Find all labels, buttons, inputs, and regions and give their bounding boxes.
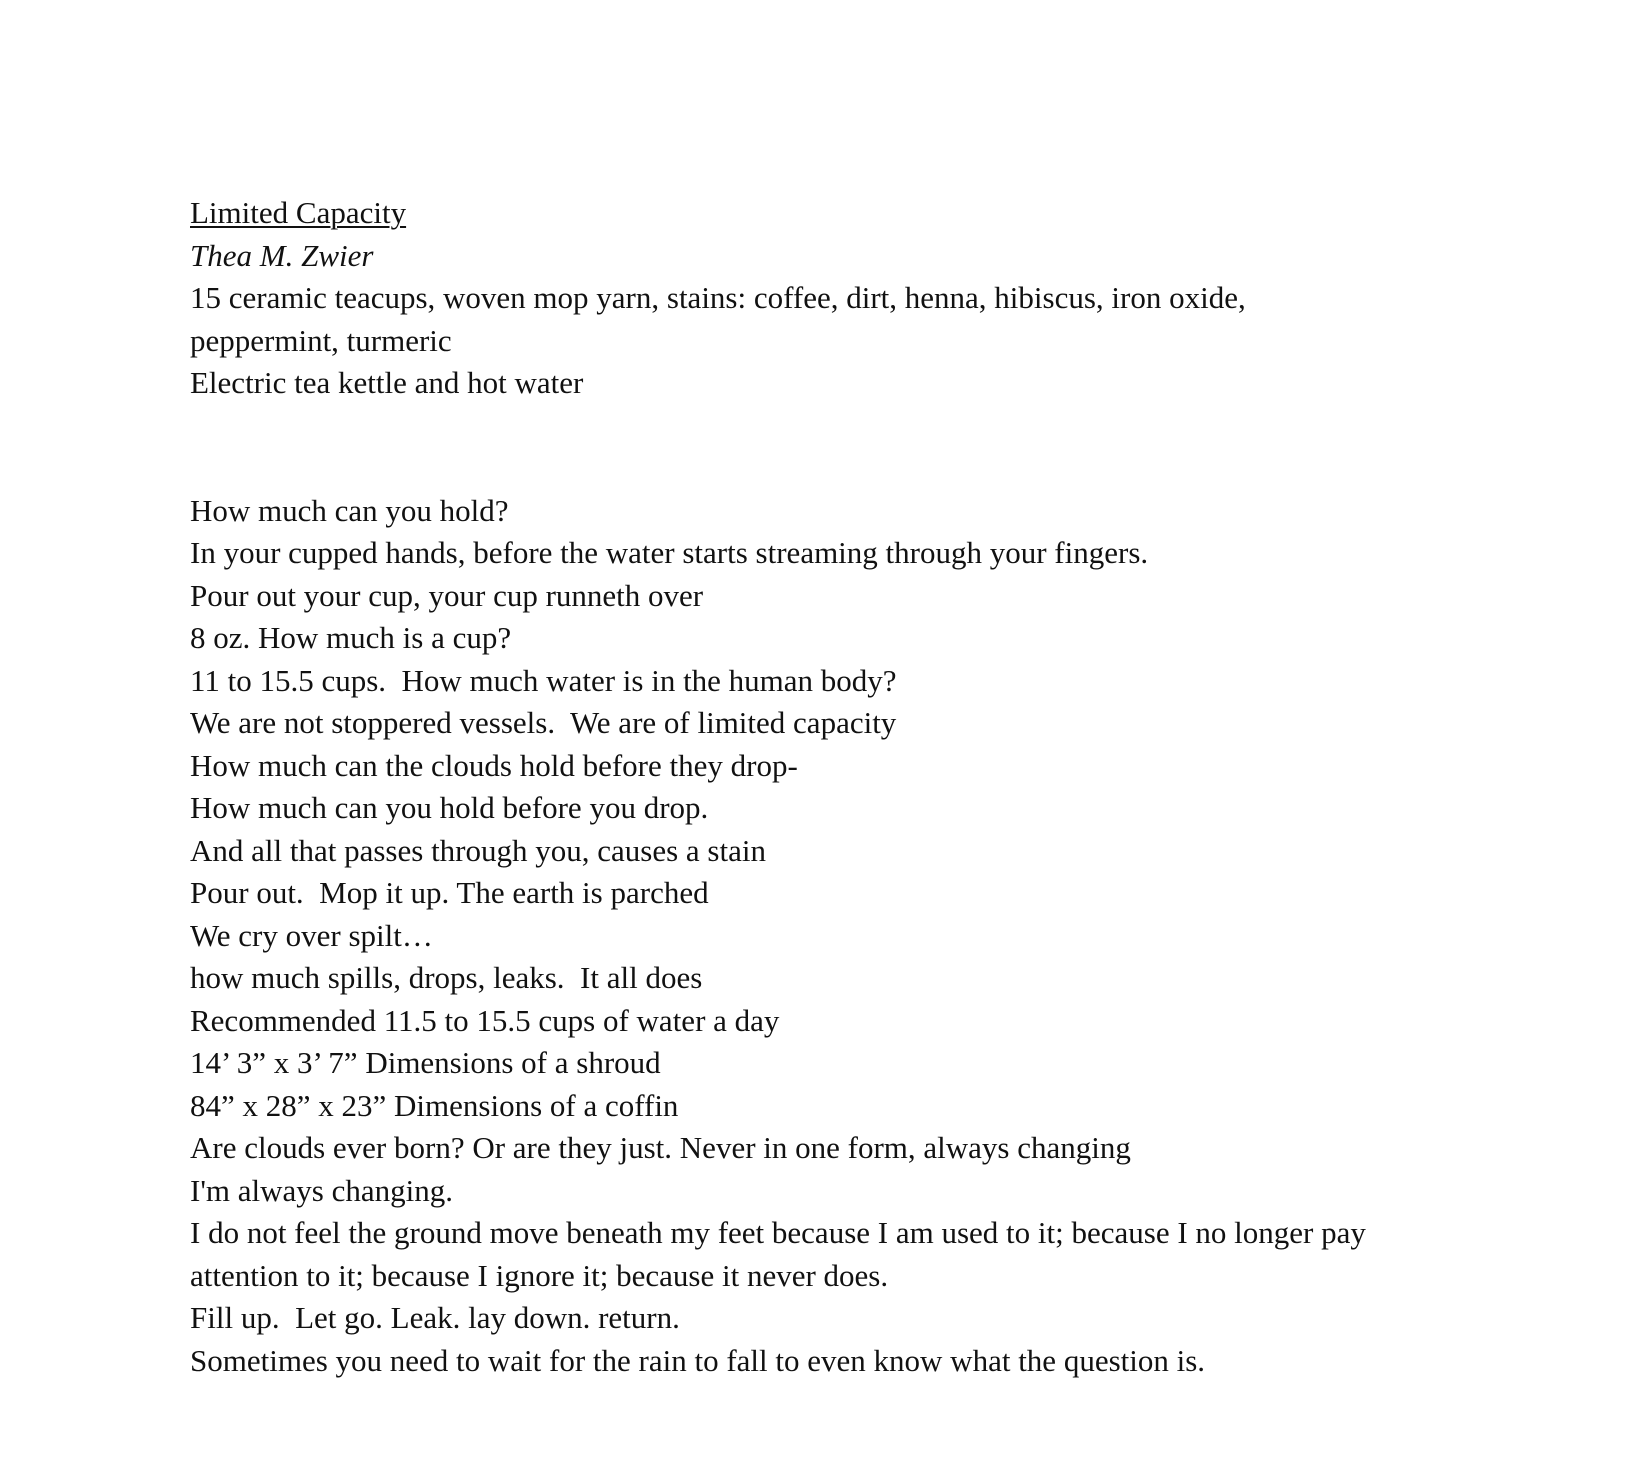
artist-name: Thea M. Zwier xyxy=(190,237,374,273)
materials-line: Electric tea kettle and hot water xyxy=(190,365,584,400)
poem-line: 14’ 3” x 3’ 7” Dimensions of a shroud xyxy=(190,1045,661,1080)
section-gap xyxy=(190,405,1490,490)
poem-line: Fill up. Let go. Leak. lay down. return. xyxy=(190,1300,680,1335)
poem-body xyxy=(190,490,1490,1383)
poem-line: Pour out your cup, your cup runneth over xyxy=(190,577,704,613)
poem-line: Sometimes you need to wait for the rain to fall to even know what the question is. xyxy=(190,1342,1206,1378)
poem-line: Pour out. Mop it up. The earth is parched xyxy=(190,875,709,910)
poem-line: Recommended 11.5 to 15.5 cups of water a day xyxy=(190,1002,780,1038)
poem-line: how much spills, drops, leaks. It all does xyxy=(190,960,703,995)
poem-line: How much can you hold? xyxy=(190,492,509,528)
materials-line: 15 ceramic teacups, woven mop yarn, stains: coffee, dirt, henna, hibiscus, iron oxide, xyxy=(190,280,1246,315)
poem-line: Are clouds ever born? Or are they just. Never in one form, always changing xyxy=(190,1130,1131,1165)
poem-line: We are not stoppered vessels. We are of limited capacity xyxy=(190,705,897,740)
poem-line: I do not feel the ground move beneath my feet because I am used to it; because I no longer pay xyxy=(190,1215,1366,1250)
document-page xyxy=(190,192,1490,1382)
materials-line: peppermint, turmeric xyxy=(190,322,452,358)
poem-line: In your cupped hands, before the water starts streaming through your fingers. xyxy=(190,535,1149,570)
poem-line: How much can you hold before you drop. xyxy=(190,790,709,825)
poem-line: How much can the clouds hold before they drop- xyxy=(190,747,798,783)
poem-line: attention to it; because I ignore it; because it never does. xyxy=(190,1257,889,1293)
poem-line: 8 oz. How much is a cup? xyxy=(190,620,512,655)
poem-line: 11 to 15.5 cups. How much water is in the human body? xyxy=(190,662,897,698)
poem-line: 84” x 28” x 23” Dimensions of a coffin xyxy=(190,1087,679,1123)
poem-line: We cry over spilt… xyxy=(190,917,433,953)
poem-line: And all that passes through you, causes a stain xyxy=(190,832,766,868)
poem-line: I'm always changing. xyxy=(190,1172,453,1208)
artwork-title: Limited Capacity xyxy=(190,195,407,230)
